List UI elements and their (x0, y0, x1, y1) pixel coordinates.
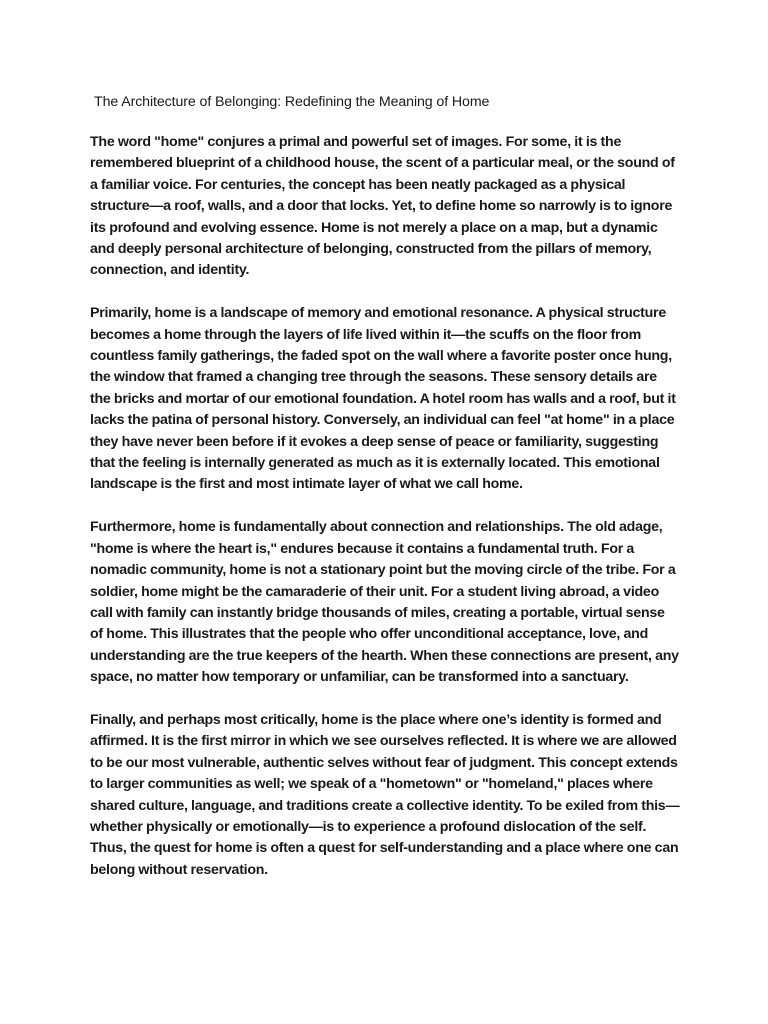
paragraph-identity: Finally, and perhaps most critically, home is the place where one’s identity is formed and affirmed. It is the first mirror in which we see ourselves reflected. It is where we are allowed to be our most vulnerable, authentic selves without fear of judgment. This concept extends to larger communities as well; we speak of a "hometown" or "homeland," places where shared culture, language, and traditions create a collective identity. To be exiled from this—whether physically or emotionally—is to experience a profound dislocation of the self. Thus, the quest for home is often a quest for self-understanding and a place where one can belong without reservation. (90, 711, 680, 878)
paragraph-introduction: The word "home" conjures a primal and powerful set of images. For some, it is the remembered blueprint of a childhood house, the scent of a particular meal, or the sound of a familiar voice. For centuries, the concept has been neatly packaged as a physical structure—a roof, walls, and a door that locks. Yet, to define home so narrowly is to ignore its profound and evolving essence. Home is not merely a place on a map, but a dynamic and deeply personal architecture of belonging, constructed from the pillars of memory, connection, and identity. (90, 134, 675, 279)
document-title: The Architecture of Belonging: Redefining the Meaning of Home (94, 94, 490, 110)
paragraph-memory: Primarily, home is a landscape of memory and emotional resonance. A physical structure becomes a home through the layers of life lived within it—the scuffs on the floor from countless family gatherings, the faded spot on the wall where a favorite poster once hung, the window that framed a changing tree through the seasons. These sensory details are the bricks and mortar of our emotional foundation. A hotel room has walls and a roof, but it lacks the patina of personal history. Conversely, an individual can feel "at home" in a place they have never been before if it evokes a deep sense of peace or familiarity, suggesting that the feeling is internally generated as much as it is externally located. This emotional landscape is the first and most intimate layer of what we call home. (90, 305, 676, 493)
document-body (90, 93, 680, 881)
paragraph-connection: Furthermore, home is fundamentally about connection and relationships. The old adage, "home is where the heart is," endures because it contains a fundamental truth. For a nomadic community, home is not a stationary point but the moving circle of the tribe. For a soldier, home might be the camaraderie of their unit. For a student living abroad, a video call with family can instantly bridge thousands of miles, creating a portable, virtual sense of home. This illustrates that the people who offer unconditional acceptance, love, and understanding are the true keepers of the hearth. When these connections are present, any space, no matter how temporary or unfamiliar, can be transformed into a sanctuary. (90, 519, 679, 686)
